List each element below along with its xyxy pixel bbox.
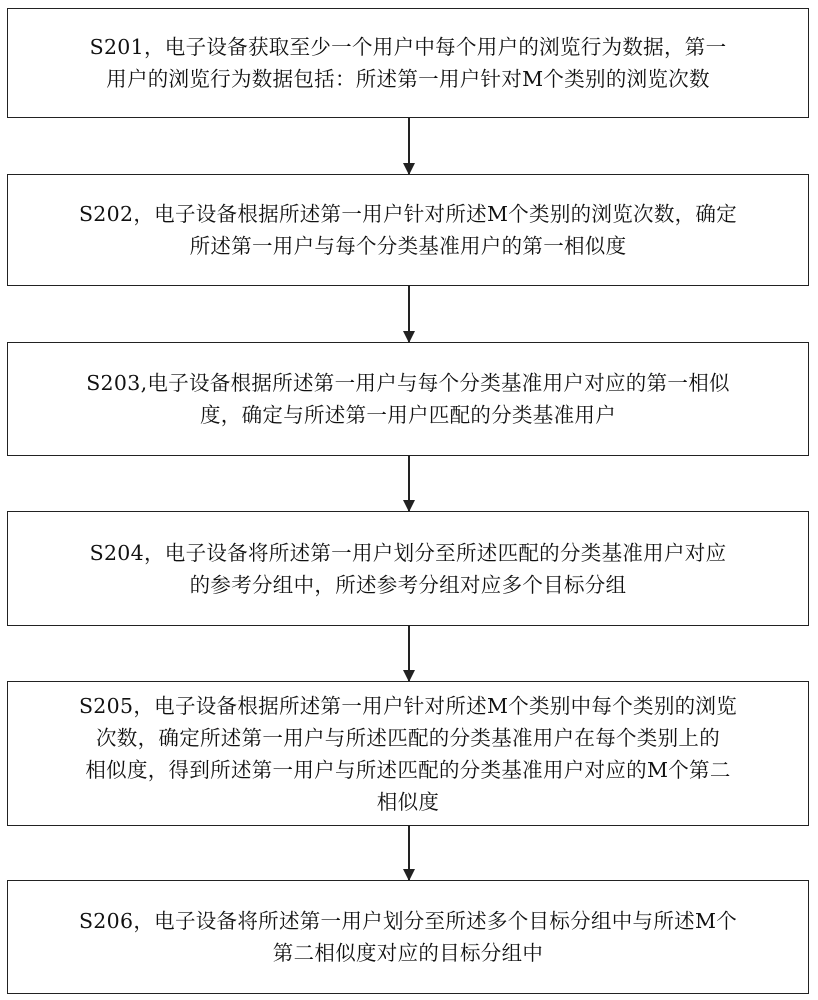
arrow-s202-to-s203 xyxy=(408,286,410,342)
step-text-s202: S202，电子设备根据所述第一用户针对所述M个类别的浏览次数，确定 所述第一用户与每个分类基准用户的第一相似度 xyxy=(78,202,738,258)
arrow-s204-to-s205 xyxy=(408,626,410,681)
step-text-s206: S206，电子设备将所述第一用户划分至所述多个目标分组中与所述M个 第二相似度对应的目标分组中 xyxy=(78,909,738,965)
step-text-s205: S205，电子设备根据所述第一用户针对所述M个类别中每个类别的浏览 次数，确定所述第一用户与所述匹配的分类基准用户在每个类别上的 相似度，得到所述第一用户与所述匹配的分类基准用户对应的M个第二 相似度 xyxy=(78,693,738,814)
step-text-s204: S204，电子设备将所述第一用户划分至所述匹配的分类基准用户对应 的参考分组中，所述参考分组对应多个目标分组 xyxy=(89,540,727,597)
step-box-s201 xyxy=(7,8,809,118)
arrow-s203-to-s204 xyxy=(408,456,410,511)
step-text-s203: S203,电子设备根据所述第一用户与每个分类基准用户对应的第一相似 度，确定与所述第一用户匹配的分类基准用户 xyxy=(86,371,730,427)
step-box-s203 xyxy=(7,342,809,456)
arrow-s205-to-s206 xyxy=(408,826,410,880)
step-box-s202 xyxy=(7,174,809,286)
arrow-s201-to-s202 xyxy=(408,118,410,174)
step-box-s205 xyxy=(7,681,809,826)
step-box-s206 xyxy=(7,880,809,994)
step-box-s204 xyxy=(7,511,809,626)
step-text-s201: S201，电子设备获取至少一个用户中每个用户的浏览行为数据，第一 用户的浏览行为数据包括：所述第一用户针对M个类别的浏览次数 xyxy=(89,35,727,91)
